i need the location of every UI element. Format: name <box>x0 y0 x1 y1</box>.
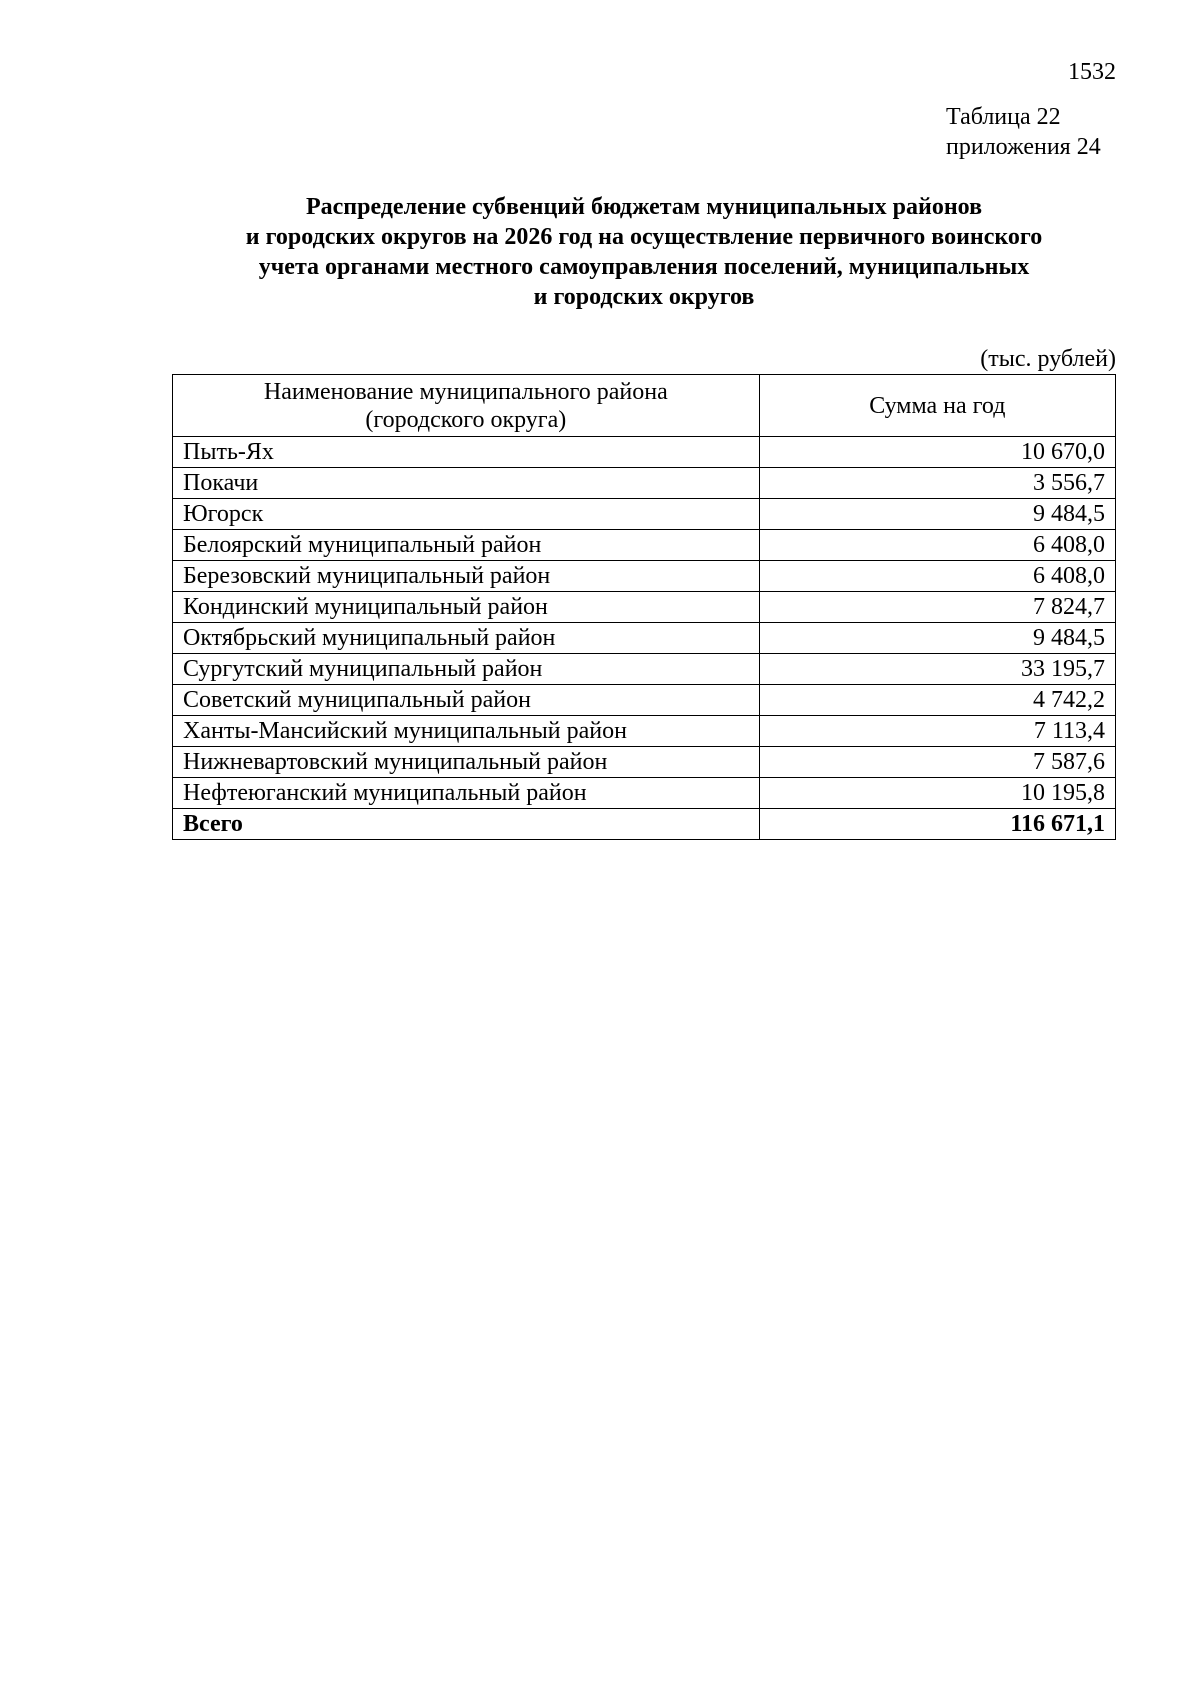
table-row <box>173 592 1116 623</box>
table-row <box>173 747 1116 778</box>
row-sum: 10 670,0 <box>759 437 1115 468</box>
total-sum: 116 671,1 <box>759 809 1115 840</box>
header-name-line-1: Наименование муниципального района <box>263 378 668 405</box>
row-name: Кондинский муниципальный район <box>173 592 760 623</box>
table-row <box>173 685 1116 716</box>
table-body <box>173 437 1116 840</box>
row-name: Нефтеюганский муниципальный район <box>173 778 760 809</box>
table-total-row <box>173 809 1116 840</box>
total-label: Всего <box>173 809 760 840</box>
row-sum: 10 195,8 <box>759 778 1115 809</box>
document-title-line-2: и городских округов на 2026 год на осуществление первичного воинского <box>245 224 1043 250</box>
row-sum: 4 742,2 <box>759 685 1115 716</box>
row-name: Нижневартовский муниципальный район <box>173 747 760 778</box>
table-header-row <box>173 375 1116 437</box>
table-row <box>173 654 1116 685</box>
row-name: Ханты-Мансийский муниципальный район <box>173 716 760 747</box>
row-sum: 33 195,7 <box>759 654 1115 685</box>
row-name: Октябрьский муниципальный район <box>173 623 760 654</box>
row-sum: 7 113,4 <box>759 716 1115 747</box>
row-name: Югорск <box>173 499 760 530</box>
table-row <box>173 561 1116 592</box>
row-sum: 6 408,0 <box>759 530 1115 561</box>
document-title-line-4: и городских округов <box>533 284 755 310</box>
row-name: Покачи <box>173 468 760 499</box>
row-name: Пыть-Ях <box>173 437 760 468</box>
header-sum-column: Сумма на год <box>759 375 1115 437</box>
units-note: (тыс. рублей) <box>980 346 1116 372</box>
row-name: Сургутский муниципальный район <box>173 654 760 685</box>
row-name: Советский муниципальный район <box>173 685 760 716</box>
document-title-line-1: Распределение субвенций бюджетам муниципальных районов <box>305 194 983 220</box>
table-row <box>173 530 1116 561</box>
table-row <box>173 468 1116 499</box>
table-reference-line-2: приложения 24 <box>946 134 1101 160</box>
table-row <box>173 437 1116 468</box>
row-sum: 7 824,7 <box>759 592 1115 623</box>
table-reference <box>946 102 1101 162</box>
header-name-column <box>173 375 760 437</box>
row-name: Березовский муниципальный район <box>173 561 760 592</box>
row-sum: 3 556,7 <box>759 468 1115 499</box>
table-row <box>173 499 1116 530</box>
row-sum: 6 408,0 <box>759 561 1115 592</box>
page-number: 1532 <box>1068 59 1116 85</box>
row-sum: 9 484,5 <box>759 499 1115 530</box>
row-sum: 9 484,5 <box>759 623 1115 654</box>
row-sum: 7 587,6 <box>759 747 1115 778</box>
table-reference-line-1: Таблица 22 <box>946 104 1061 130</box>
row-name: Белоярский муниципальный район <box>173 530 760 561</box>
document-title-line-3: учета органами местного самоуправления поселений, муниципальных <box>258 254 1030 280</box>
document-title <box>172 192 1116 312</box>
table-row <box>173 716 1116 747</box>
table-row <box>173 778 1116 809</box>
header-name-line-2: (городского округа) <box>365 406 567 433</box>
subvention-table <box>172 374 1116 840</box>
table-row <box>173 623 1116 654</box>
